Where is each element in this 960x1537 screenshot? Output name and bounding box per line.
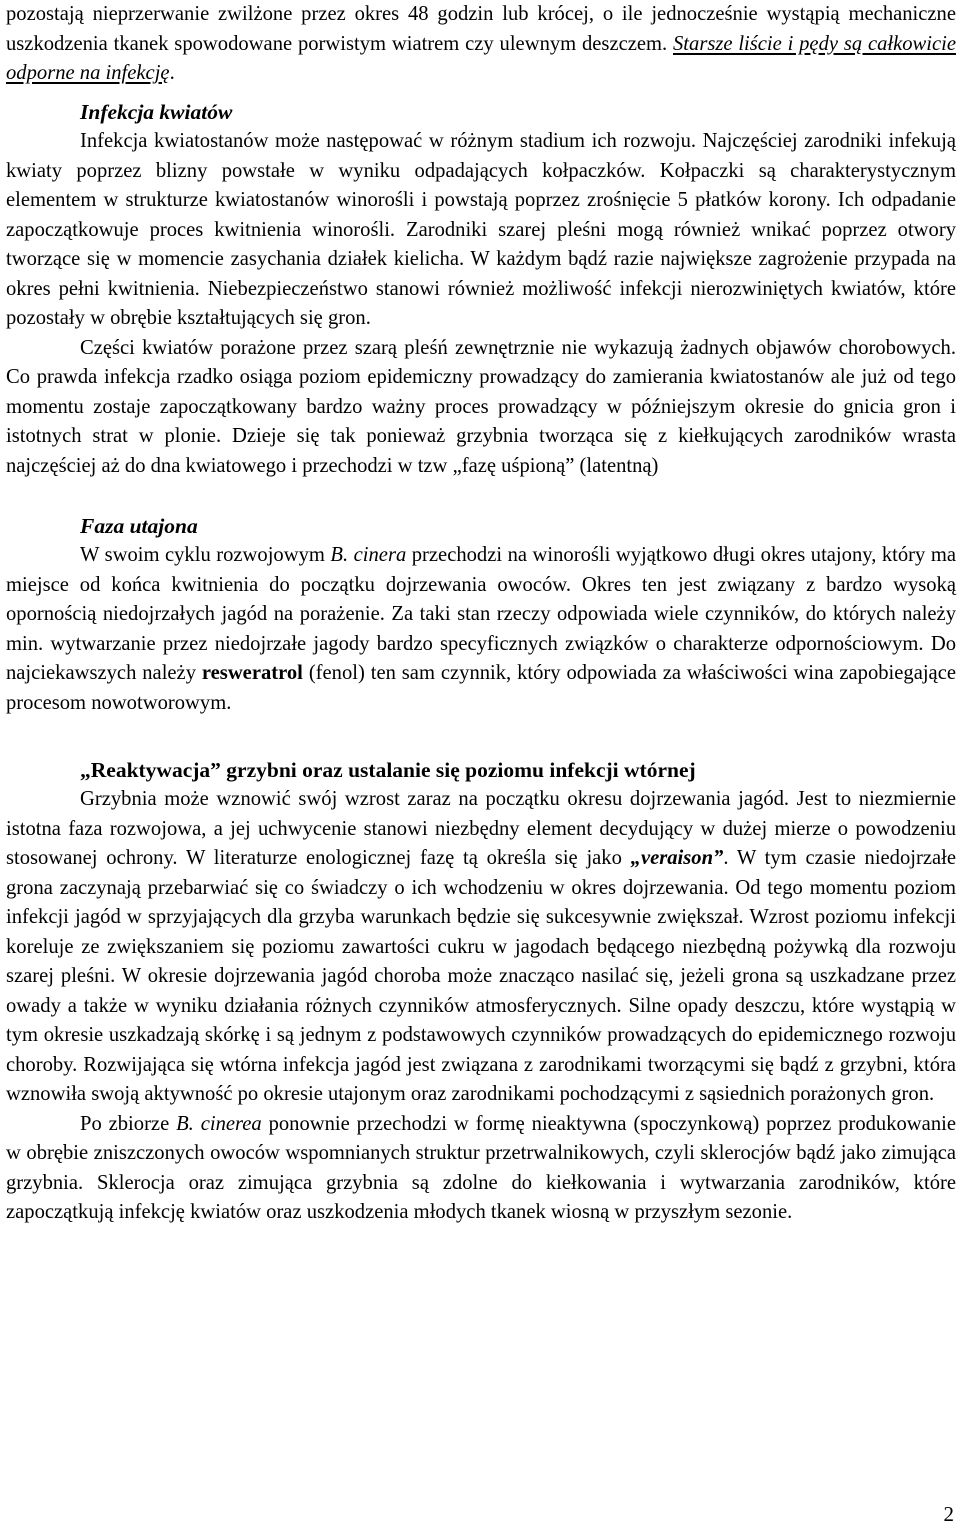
document-page [6,0,956,1228]
zbior-text-2: ponownie przechodzi w formę nieaktywna (spoczynkową) poprzez produkowanie w obrębie zniszczonych owoców wspomnianych struktur przetrwalnikowych, czyli sklerocjów bądź jako zimująca grzybnia. Sklerocja oraz zimująca grzybnia są zdolne do kiełkowania i wytwarzania zarodników, które zapoczątkują infekcję kwiatów oraz uszkodzenia młodych tkanek wiosną w przyszłym sezonie. [6,1112,956,1223]
species-name: cinerea [200,1112,262,1135]
zbior-space [194,1113,201,1135]
paragraph-po-zbiorze [6,1110,956,1228]
spacer [6,718,956,748]
faza-text-3: (fenol) ten sam czynnik, który odpowiada za właściwości wina zapobiegające procesom nowotworowym. [6,662,956,714]
paragraph-infekcja: Infekcja kwiatostanów może następować w różnym stadium ich rozwoju. Najczęściej zarodniki infekują kwiaty poprzez blizny powstałe w wyniku odpadających kołpaczków. Kołpaczki są charakterystycznym elementem w strukturze kwiatostanów winorośli i powstają poprzez zrośnięcie 5 płatków korony. Ich odpadanie zapoczątkowuje proces kwitnienia winorośli. Zarodniki szarej pleśni mogą również wnikać poprzez otwory tworzące się w momencie zasychania działek kielicha. W każdym bądź razie największe zagrożenie przypada na okres pełni kwitnienia. Niebezpieczeństwo stanowi również możliwość infekcji nierozwiniętych kwiatów, które pozostały w obrębie kształtujących się gron. [6,130,956,329]
faza-text-1: W swoim cyklu rozwojowym [80,544,331,566]
species-name: cinera [353,544,407,566]
heading-faza-utajona: Faza utajona [80,513,198,538]
page-number: 2 [943,1502,954,1526]
species-genus: B. [176,1112,194,1135]
veraison-term: „veraison” [630,847,724,869]
paragraph-intro [6,0,956,89]
intro-text: pozostają nieprzerwanie zwilżone przez okres 48 godzin lub krócej, o ile jednocześnie wystąpią mechaniczne uszkodzenia tkanek spowodowane porwistym wiatrem czy ulewnym deszczem. [6,3,956,55]
intro-period: . [169,62,175,84]
reaktywacja-text-1: Grzybnia może wznowić swój wzrost zaraz na początku okresu dojrzewania jagód. Jest to niezmiernie istotna faza rozwojowa, a jej uchwycenie stanowi niezbędny element decydujący w dużej mierze o powodzeniu stosowanej ochrony. W literaturze enologicznej fazę tą określa się jako [6,788,956,869]
reaktywacja-text-2: . W tym czasie niedojrzałe grona zaczynają przebarwiać się co świadczy o ich wchodzeniu w okres dojrzewania. Od tego momentu poziom infekcji jagód w sprzyjających dla grzyba warunkach będzie się sukcesywnie zwiększał. Wzrost poziomu infekcji koreluje ze zwiększaniem się poziomu zawartości cukru w jagodach będącego niezbędną pożywką dla rozwoju szarej pleśni. W okresie dojrzewania jagód choroba może znacząco nasilać się, jeżeli grona są uszkadzane przez owady a także w wyniku działania różnych czynników atmosferycznych. Silne opady deszczu, które wystąpią w tym okresie uszkadzają skórkę i są jednym z podstawowych czynników prowadzących do epidemicznego rozwoju choroby. Rozwijająca się wtórna infekcja jagód jest związana z zarodnikami tworzącymi się bądź z grzybni, która wznowiła swoją aktywność po okresie utajonym oraz zarodnikami pochodzącymi z sąsiednich porażonych gron. [6,847,956,1105]
paragraph-faza-utajona [6,541,956,718]
paragraph-reaktywacja [6,785,956,1110]
resweratrol-term: resweratrol [201,662,303,684]
heading-infekcja-kwiatow: Infekcja kwiatów [80,99,233,124]
faza-text-2: przechodzi na winorośli wyjątkowo długi okres utajony, który ma miejsce od końca kwitnienia do początku dojrzewania owoców. Okres ten jest związany z bardzo wysoką opornością niedojrzałych jagód na porażenie. Za taki stan rzeczy odpowiada wiele czynników, do których należy min. wytwarzanie przez niedojrzałe jagody bardzo specyficznych związków o charakterze odpornościowym. Do najciekawszych należy [6,544,956,684]
paragraph-czesci-kwiatow: Części kwiatów porażone przez szarą pleśń zewnętrznie nie wykazują żadnych objawów chorobowych. Co prawda infekcja rzadko osiąga poziom epidemiczny prowadzący do zamierania kwiatostanów ale już od tego momentu zostaje zapoczątkowany bardzo ważny proces prowadzący w późniejszym okresie do gnicia gron i istotnych strat w plonie. Dzieje się tak ponieważ grzybnia tworząca się z kiełkujących zarodników wrasta najczęściej aż do dna kwiatowego i przechodzi w tzw „fazę uśpioną” (latentną) [6,336,956,477]
intro-underlined-sentence: Starsze liście i pędy są całkowicie odporne na infekcję [6,32,957,84]
zbior-text-1: Po zbiorze [80,1112,177,1135]
species-genus: B. [330,544,349,566]
spacer [6,481,956,511]
heading-reaktywacja: „Reaktywacja” grzybni oraz ustalanie się poziomu infekcji wtórnej [80,757,696,782]
